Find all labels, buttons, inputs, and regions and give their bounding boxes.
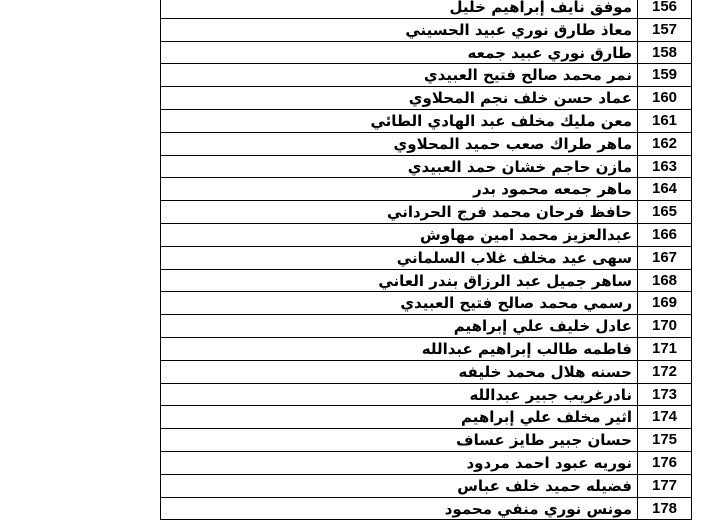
table-row bbox=[161, 361, 691, 384]
number-cell: 160 bbox=[651, 89, 678, 107]
name-cell: حسان جبير طايز عساف bbox=[161, 429, 638, 451]
table-row bbox=[161, 384, 691, 407]
table-row bbox=[161, 87, 691, 110]
table-row bbox=[161, 178, 691, 201]
number-cell: 161 bbox=[651, 111, 678, 129]
name-cell: موفق نايف إبراهيم خليل bbox=[161, 0, 638, 18]
number-cell: 171 bbox=[651, 339, 678, 357]
number-cell: 157 bbox=[651, 20, 678, 38]
name-cell: عماد حسن خلف نجم المحلاوي bbox=[161, 87, 638, 109]
number-cell: 174 bbox=[651, 408, 678, 426]
table-row bbox=[161, 64, 691, 87]
table-row bbox=[161, 247, 691, 270]
table-row bbox=[161, 475, 691, 498]
table-row bbox=[161, 498, 691, 520]
name-cell: ماهر طراك صعب حميد المحلاوي bbox=[161, 133, 638, 155]
number-cell: 169 bbox=[651, 294, 678, 312]
table-row bbox=[161, 0, 691, 19]
number-cell: 163 bbox=[651, 157, 678, 175]
number-cell: 164 bbox=[651, 180, 678, 198]
name-cell: ساهر جميل عبد الرزاق بندر العاني bbox=[161, 270, 638, 292]
name-cell: معن مليك مخلف عبد الهادي الطائي bbox=[161, 110, 638, 132]
number-cell: 176 bbox=[651, 453, 678, 471]
name-cell: عبدالعزيز محمد امين مهاوش bbox=[161, 224, 638, 246]
number-cell: 170 bbox=[651, 317, 678, 335]
number-cell: 166 bbox=[651, 225, 678, 243]
table-row bbox=[161, 133, 691, 156]
name-cell: رسمي محمد صالح فتيح العبيدي bbox=[161, 292, 638, 314]
table-row bbox=[161, 452, 691, 475]
table-row bbox=[161, 156, 691, 179]
name-cell: مازن حاجم خشان حمد العبيدي bbox=[161, 156, 638, 178]
name-cell: نمر محمد صالح فتيح العبيدي bbox=[161, 64, 638, 86]
table-row bbox=[161, 270, 691, 293]
number-cell: 173 bbox=[651, 385, 678, 403]
name-cell: سهى عيد مخلف غلاب السلماني bbox=[161, 247, 638, 269]
name-cell: فاطمه طالب إبراهيم عبدالله bbox=[161, 338, 638, 360]
name-cell: معاذ طارق نوري عبيد الحسيني bbox=[161, 19, 638, 41]
number-cell: 162 bbox=[651, 134, 678, 152]
number-cell: 177 bbox=[651, 476, 678, 494]
number-cell: 159 bbox=[651, 66, 678, 84]
number-cell: 168 bbox=[651, 271, 678, 289]
table-row bbox=[161, 110, 691, 133]
names-table bbox=[160, 0, 692, 520]
name-cell: حافظ فرحان محمد فرج الحرداني bbox=[161, 201, 638, 223]
name-cell: ماهر جمعه محمود بدر bbox=[161, 178, 638, 200]
table-row bbox=[161, 315, 691, 338]
table-row bbox=[161, 201, 691, 224]
table-row bbox=[161, 429, 691, 452]
table-row bbox=[161, 42, 691, 65]
name-cell: نادرغريب جبير عبدالله bbox=[161, 384, 638, 406]
number-cell: 172 bbox=[651, 362, 678, 380]
number-cell: 175 bbox=[651, 431, 678, 449]
table-row bbox=[161, 338, 691, 361]
name-cell: حسنه هلال محمد خليفه bbox=[161, 361, 638, 383]
table-row bbox=[161, 224, 691, 247]
name-cell: اثير مخلف علي إبراهيم bbox=[161, 406, 638, 428]
number-cell: 165 bbox=[651, 203, 678, 221]
number-cell: 167 bbox=[651, 248, 678, 266]
name-cell: فضيله حميد خلف عباس bbox=[161, 475, 638, 497]
name-cell: طارق نوري عبيد جمعه bbox=[161, 42, 638, 64]
number-cell: 158 bbox=[651, 43, 678, 61]
table-row bbox=[161, 292, 691, 315]
table-row bbox=[161, 19, 691, 42]
name-cell: مونس نوري منفي محمود bbox=[161, 498, 638, 520]
name-cell: عادل خليف علي إبراهيم bbox=[161, 315, 638, 337]
number-cell: 178 bbox=[651, 499, 678, 517]
number-cell: 156 bbox=[651, 0, 678, 15]
name-cell: نوريه عبود احمد مردود bbox=[161, 452, 638, 474]
table-row bbox=[161, 406, 691, 429]
